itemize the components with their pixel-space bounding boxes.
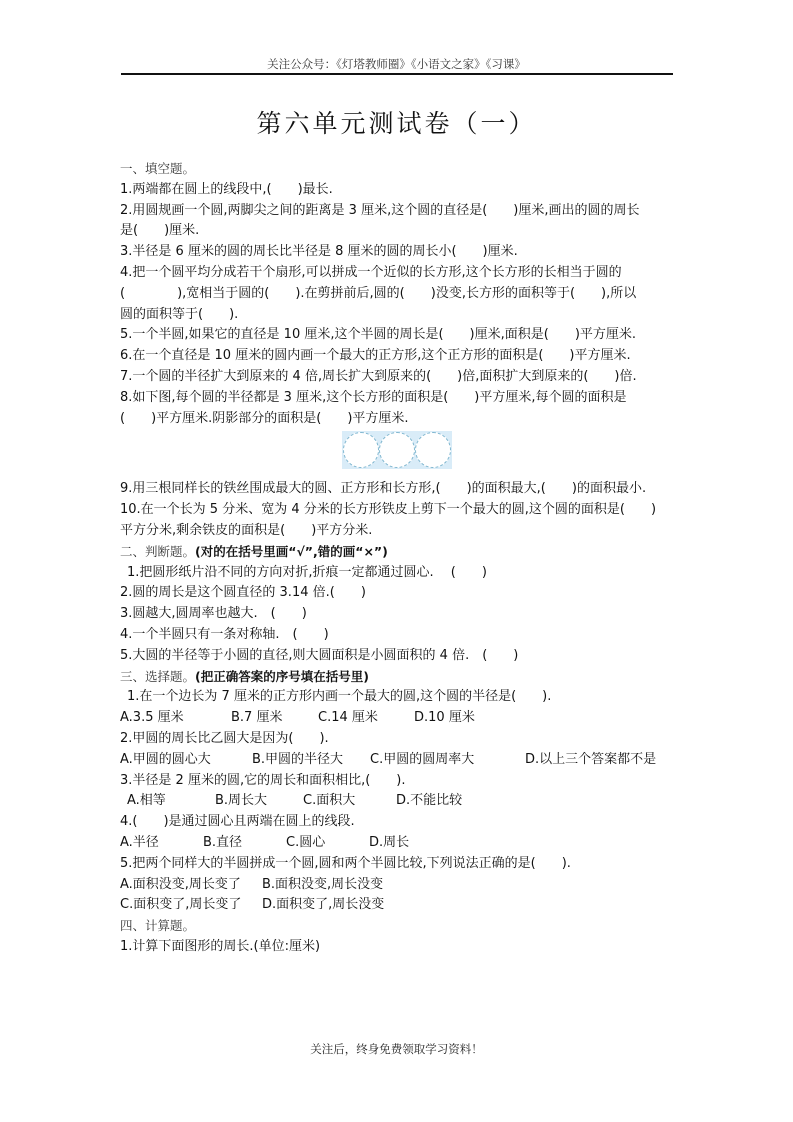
options-choice-5-row1: [120, 875, 680, 896]
question-judge-5: 5.大圆的半径等于小圆的直径,则大圆面积是小圆面积的 4 倍. ( ): [120, 647, 519, 663]
circle-shape: [379, 432, 415, 468]
options-choice-5-row2: [120, 895, 680, 916]
option-b: B.面积没变,周长没变: [262, 876, 384, 892]
option-c: C.面积大: [303, 793, 356, 809]
option-d: D.10 厘米: [414, 710, 475, 726]
option-b: B.7 厘米: [231, 710, 283, 726]
options-choice-3: [120, 791, 680, 812]
option-d: D.周长: [369, 834, 410, 850]
option-c: C.面积变了,周长变了: [120, 897, 242, 913]
option-c: C.14 厘米: [318, 710, 378, 726]
circle-shape: [415, 432, 451, 468]
figure-container: [120, 429, 680, 479]
section-note: (对的在括号里画“√”,错的画“×”): [195, 543, 388, 559]
section-note: (把正确答案的序号填在括号里): [195, 668, 369, 684]
question-fill-8-cont: ( )平方厘米.阴影部分的面积是( )平方厘米.: [120, 410, 409, 426]
question-fill-9: 9.用三根同样长的铁丝围成最大的圆、正方形和长方形,( )的面积最大,( )的面积最小.: [120, 481, 647, 497]
question-choice-5: 5.把两个同样大的半圆拼成一个圆,圆和两个半圆比较,下列说法正确的是( ).: [120, 855, 571, 871]
question-fill-8: 8.如下图,每个圆的半径都是 3 厘米,这个长方形的面积是( )平方厘米,每个圆的面积是: [120, 389, 627, 405]
question-fill-10: 10.在一个长为 5 分米、宽为 4 分米的长方形铁皮上剪下一个最大的圆,这个圆的面积是( ): [120, 502, 657, 518]
question-fill-7: 7.一个圆的半径扩大到原来的 4 倍,周长扩大到原来的( )倍,面积扩大到原来的( )倍.: [120, 368, 637, 384]
option-d: D.面积变了,周长没变: [262, 897, 385, 913]
question-fill-4: 4.把一个圆平均分成若干个扇形,可以拼成一个近似的长方形,这个长方形的长相当于圆的: [120, 264, 622, 280]
option-a: A.半径: [120, 834, 159, 850]
options-choice-2: [120, 750, 680, 771]
options-choice-4: [120, 833, 680, 854]
question-choice-1: 1.在一个边长为 7 厘米的正方形内画一个最大的圆,这个圆的半径是( ).: [127, 689, 552, 705]
option-d: D.不能比较: [396, 793, 463, 809]
exam-content: [120, 159, 680, 958]
question-choice-2: 2.甲圆的周长比乙圆大是因为( ).: [120, 730, 329, 746]
page-title: 第六单元测试卷（一）: [256, 109, 537, 138]
question-fill-1: 1.两端都在圆上的线段中,( )最长.: [120, 181, 333, 197]
question-judge-4: 4.一个半圆只有一条对称轴. ( ): [120, 626, 329, 642]
question-calc-1: 1.计算下面图形的周长.(单位:厘米): [120, 938, 321, 954]
option-b: B.直径: [203, 834, 243, 850]
question-fill-6: 6.在一个直径是 10 厘米的圆内画一个最大的正方形,这个正方形的面积是( )平方厘米.: [120, 348, 631, 364]
question-choice-4: 4.( )是通过圆心且两端在圆上的线段.: [120, 814, 355, 830]
section-heading-fill: 一、填空题。: [120, 161, 196, 176]
section-heading-choice: [120, 667, 680, 688]
option-a: A.甲圆的圆心大: [120, 751, 211, 767]
circles-in-rectangle-figure: [342, 431, 452, 469]
page-header: 关注公众号：《灯塔教师圈》《小语文之家》《习课》: [267, 57, 526, 71]
section-title: 三、选择题。: [120, 668, 196, 684]
header-divider: [121, 73, 673, 75]
question-judge-3: 3.圆越大,圆周率也越大. ( ): [120, 606, 307, 622]
question-fill-2-cont: 是( )厘米.: [120, 223, 200, 239]
options-choice-1: [120, 708, 680, 729]
section-title: 二、判断题。: [120, 543, 196, 559]
question-choice-3: 3.半径是 2 厘米的圆,它的周长和面积相比,( ).: [120, 772, 406, 788]
question-fill-3: 3.半径是 6 厘米的圆的周长比半径是 8 厘米的圆的周长小( )厘米.: [120, 244, 518, 260]
option-a: A.3.5 厘米: [120, 710, 184, 726]
question-fill-4-cont: ( ),宽相当于圆的( ).在剪拼前后,圆的( )没变,长方形的面积等于( ),所以: [120, 285, 637, 301]
question-fill-2: 2.用圆规画一个圆,两脚尖之间的距离是 3 厘米,这个圆的直径是( )厘米,画出的圆的周长: [120, 202, 640, 218]
page-footer: 关注后，终身免费领取学习资料！: [310, 1042, 483, 1056]
circle-shape: [343, 432, 379, 468]
option-b: B.周长大: [215, 793, 268, 809]
option-c: C.圆心: [286, 834, 326, 850]
question-fill-5: 5.一个半圆,如果它的直径是 10 厘米,这个半圆的周长是( )厘米,面积是( )平方厘米.: [120, 327, 637, 343]
question-fill-4-cont2: 圆的面积等于( ).: [120, 306, 239, 322]
question-judge-2: 2.圆的周长是这个圆直径的 3.14 倍.( ): [120, 585, 366, 601]
section-heading-judge: [120, 542, 680, 563]
option-c: C.甲圆的圆周率大: [370, 751, 475, 767]
section-heading-calc: 四、计算题。: [120, 918, 196, 934]
option-b: B.甲圆的半径大: [252, 751, 344, 767]
option-a: A.面积没变,周长变了: [120, 876, 241, 892]
option-d: D.以上三个答案都不是: [525, 751, 657, 767]
option-a: A.相等: [127, 793, 166, 809]
question-judge-1: 1.把圆形纸片沿不同的方向对折,折痕一定都通过圆心. ( ): [127, 564, 487, 580]
question-fill-10-cont: 平方分米,剩余铁皮的面积是( )平方分米.: [120, 522, 373, 538]
